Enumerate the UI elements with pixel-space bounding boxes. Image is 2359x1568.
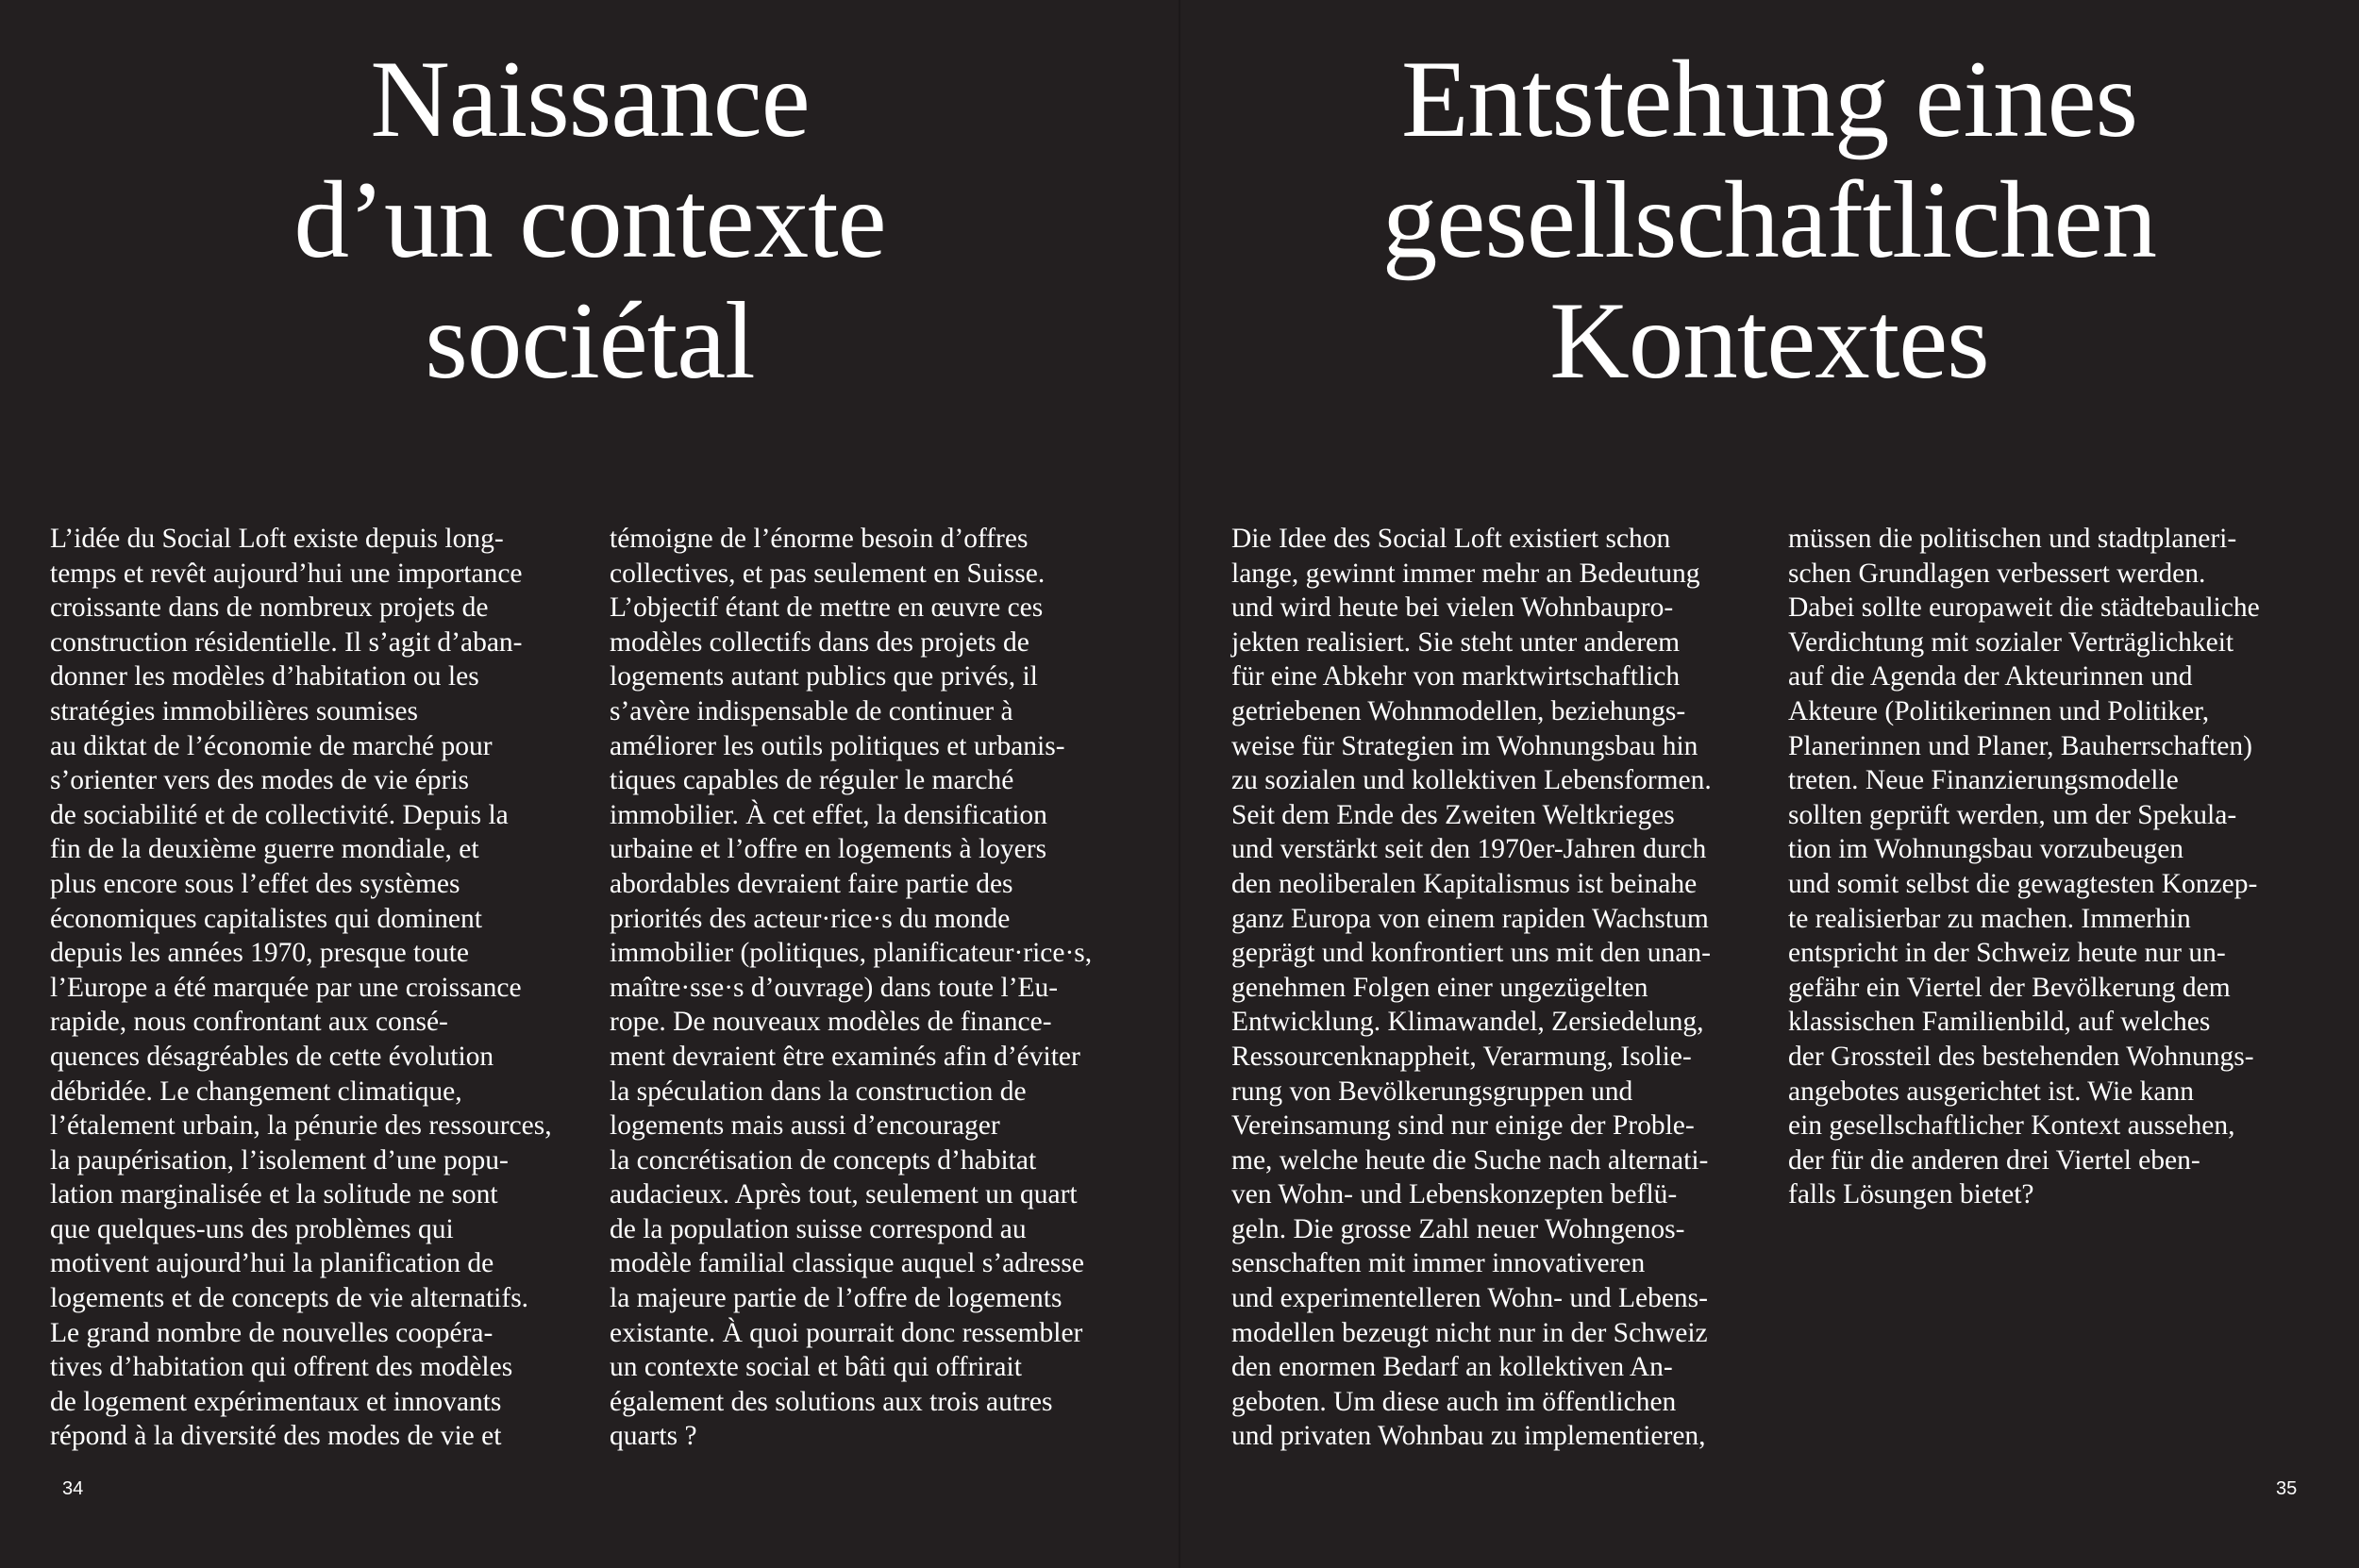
text-line: plus encore sous l’effet des systèmes: [50, 868, 460, 899]
text-line: fin de la deuxième guerre mondiale, et: [50, 834, 479, 865]
text-line: genehmen Folgen einer ungezügelten: [1231, 972, 1648, 1003]
text-line: schen Grundlagen verbessert werden.: [1788, 558, 2206, 589]
text-line: logements mais aussi d’encourager: [610, 1110, 1000, 1142]
text-line: geln. Die grosse Zahl neuer Wohngenos-: [1231, 1213, 1685, 1244]
text-line: me, welche heute die Suche nach alternati-: [1231, 1144, 1709, 1176]
text-line: modèle familial classique auquel s’adresse: [610, 1248, 1084, 1279]
text-line: l’Europe a été marquée par une croissance: [50, 972, 522, 1003]
text-line: der für die anderen drei Viertel eben-: [1788, 1144, 2200, 1176]
text-line: lation marginalisée et la solitude ne sont: [50, 1179, 498, 1210]
text-line: lange, gewinnt immer mehr an Bedeutung: [1231, 558, 1700, 589]
text-line: un contexte social et bâti qui offrirait: [610, 1352, 1022, 1383]
title-line: Naissance: [370, 39, 810, 160]
text-line: klassischen Familienbild, auf welches: [1788, 1007, 2211, 1038]
page-number: 34: [62, 1478, 84, 1499]
text-line: getriebenen Wohnmodellen, beziehungs-: [1231, 695, 1686, 726]
page-right: [1180, 0, 2359, 1568]
text-line: sollten geprüft werden, um der Spekula-: [1788, 799, 2237, 830]
text-line: und experimentelleren Wohn- und Lebens-: [1231, 1283, 1708, 1314]
text-line: Le grand nombre de nouvelles coopéra-: [50, 1317, 494, 1348]
text-line: Planerinnen und Planer, Bauherrschaften): [1788, 730, 2252, 761]
title-line: sociétal: [425, 280, 755, 402]
text-line: croissante dans de nombreux projets de: [50, 592, 489, 624]
text-column-german-1: [1231, 522, 1807, 1454]
text-line: améliorer les outils politiques et urbanis-: [610, 730, 1065, 761]
text-line: ganz Europa von einem rapiden Wachstum: [1231, 903, 1709, 934]
text-line: jekten realisiert. Sie steht unter anderem: [1231, 626, 1681, 658]
text-line: logements et de concepts de vie alternatifs.: [50, 1283, 529, 1314]
text-line: temps et revêt aujourd’hui une importance: [50, 558, 523, 589]
text-line: depuis les années 1970, presque toute: [50, 938, 470, 969]
text-line: rope. De nouveaux modèles de finance-: [610, 1007, 1052, 1038]
text-line: falls Lösungen bietet?: [1788, 1179, 2034, 1210]
text-line: müssen die politischen und stadtplaneri-: [1788, 524, 2237, 554]
text-line: senschaften mit immer innovativeren: [1231, 1248, 1646, 1279]
text-line: ven Wohn- und Lebenskonzepten beflü-: [1231, 1179, 1678, 1210]
text-line: den enormen Bedarf an kollektiven An-: [1231, 1352, 1673, 1383]
title-line: Entstehung eines: [1400, 39, 2138, 160]
text-line: der Grossteil des bestehenden Wohnungs-: [1788, 1041, 2254, 1072]
text-line: abordables devraient faire partie des: [610, 868, 1013, 899]
text-column-french-1: [50, 522, 626, 1454]
text-line: débridée. Le changement climatique,: [50, 1076, 462, 1107]
text-line: la spéculation dans la construction de: [610, 1076, 1027, 1107]
text-line: te realisierbar zu machen. Immerhin: [1788, 903, 2191, 934]
text-line: tives d’habitation qui offrent des modèles: [50, 1352, 513, 1383]
text-line: immobilier (politiques, planificateur·rice·s,: [610, 938, 1093, 969]
text-line: immobilier. À cet effet, la densification: [610, 799, 1047, 830]
title-line: gesellschaftlichen: [1381, 159, 2157, 281]
text-line: für eine Abkehr von marktwirtschaftlich: [1231, 661, 1681, 692]
text-line: modèles collectifs dans des projets de: [610, 626, 1029, 658]
page-title-french: [0, 40, 1180, 402]
text-line: quarts ?: [610, 1421, 697, 1452]
text-line: Akteure (Politikerinnen und Politiker,: [1788, 695, 2210, 726]
text-line: ment devraient être examinés afin d’éviter: [610, 1041, 1080, 1072]
text-line: L’idée du Social Loft existe depuis long-: [50, 524, 504, 554]
text-line: l’étalement urbain, la pénurie des ressources,: [50, 1110, 552, 1142]
text-line: de la population suisse correspond au: [610, 1213, 1027, 1244]
text-line: rapide, nous confrontant aux consé-: [50, 1007, 448, 1038]
text-column-german-2: [1788, 522, 2359, 1212]
text-line: Ressourcenknappheit, Verarmung, Isolie-: [1231, 1041, 1692, 1072]
text-line: la paupérisation, l’isolement d’une popu-: [50, 1144, 509, 1176]
text-line: de sociabilité et de collectivité. Depuis la: [50, 799, 509, 830]
text-line: logements autant publics que privés, il: [610, 661, 1038, 692]
text-line: économiques capitalistes qui dominent: [50, 903, 482, 934]
text-line: urbaine et l’offre en logements à loyers: [610, 834, 1047, 865]
text-line: zu sozialen und kollektiven Lebensformen.: [1231, 765, 1712, 796]
text-line: auf die Agenda der Akteurinnen und: [1788, 661, 2193, 692]
text-line: Seit dem Ende des Zweiten Weltkrieges: [1231, 799, 1675, 830]
text-line: quences désagréables de cette évolution: [50, 1041, 494, 1072]
text-line: Verdichtung mit sozialer Verträglichkeit: [1788, 626, 2234, 658]
text-line: geboten. Um diese auch im öffentlichen: [1231, 1386, 1677, 1417]
text-line: tion im Wohnungsbau vorzubeugen: [1788, 834, 2184, 865]
text-line: la majeure partie de l’offre de logements: [610, 1283, 1062, 1314]
text-line: la concrétisation de concepts d’habitat: [610, 1144, 1037, 1176]
text-line: Dabei sollte europaweit die städtebauliche: [1788, 592, 2260, 624]
text-line: und wird heute bei vielen Wohnbaupro-: [1231, 592, 1674, 624]
text-line: tiques capables de réguler le marché: [610, 765, 1014, 796]
text-line: rung von Bevölkerungsgruppen und: [1231, 1076, 1633, 1107]
text-line: und privaten Wohnbau zu implementieren,: [1231, 1421, 1706, 1452]
text-line: répond à la diversité des modes de vie et: [50, 1421, 502, 1452]
text-line: s’avère indispensable de continuer à: [610, 695, 1013, 726]
text-line: modellen bezeugt nicht nur in der Schweiz: [1231, 1317, 1708, 1348]
text-line: audacieux. Après tout, seulement un quart: [610, 1179, 1078, 1210]
text-line: und verstärkt seit den 1970er-Jahren durch: [1231, 834, 1707, 865]
text-line: existante. À quoi pourrait donc ressembler: [610, 1317, 1083, 1348]
text-line: Entwicklung. Klimawandel, Zersiedelung,: [1231, 1007, 1704, 1038]
text-line: geprägt und konfrontiert uns mit den unan-: [1231, 938, 1711, 969]
text-line: donner les modèles d’habitation ou les: [50, 661, 479, 692]
text-line: construction résidentielle. Il s’agit d’aban-: [50, 626, 523, 658]
text-line: angebotes ausgerichtet ist. Wie kann: [1788, 1076, 2194, 1107]
text-line: motivent aujourd’hui la planification de: [50, 1248, 494, 1279]
text-column-french-2: [610, 522, 1185, 1454]
text-line: ein gesellschaftlicher Kontext aussehen,: [1788, 1110, 2235, 1142]
text-line: Vereinsamung sind nur einige der Proble-: [1231, 1110, 1695, 1142]
text-line: maître·sse·s d’ouvrage) dans toute l’Eu-: [610, 972, 1059, 1003]
text-line: Die Idee des Social Loft existiert schon: [1231, 524, 1671, 554]
page-number: 35: [2276, 1478, 2298, 1499]
text-line: entspricht in der Schweiz heute nur un-: [1788, 938, 2226, 969]
text-line: L’objectif étant de mettre en œuvre ces: [610, 592, 1044, 624]
text-line: weise für Strategien im Wohnungsbau hin: [1231, 730, 1698, 761]
text-line: témoigne de l’énorme besoin d’offres: [610, 524, 1029, 554]
text-line: priorités des acteur·rice·s du monde: [610, 903, 1011, 934]
text-line: stratégies immobilières soumises: [50, 695, 418, 726]
text-line: treten. Neue Finanzierungsmodelle: [1788, 765, 2179, 796]
text-line: s’orienter vers des modes de vie épris: [50, 765, 469, 796]
text-line: gefähr ein Viertel der Bevölkerung dem: [1788, 972, 2231, 1003]
text-line: collectives, et pas seulement en Suisse.: [610, 558, 1046, 589]
text-line: que quelques-uns des problèmes qui: [50, 1213, 454, 1244]
text-line: également des solutions aux trois autres: [610, 1386, 1053, 1417]
page-title-german: [1180, 40, 2359, 402]
text-line: de logement expérimentaux et innovants: [50, 1386, 502, 1417]
text-line: und somit selbst die gewagtesten Konzep-: [1788, 868, 2258, 899]
text-line: au diktat de l’économie de marché pour: [50, 730, 493, 761]
text-line: den neoliberalen Kapitalismus ist beinahe: [1231, 868, 1698, 899]
title-line: Kontextes: [1549, 280, 1989, 402]
title-line: d’un contexte: [293, 159, 886, 281]
